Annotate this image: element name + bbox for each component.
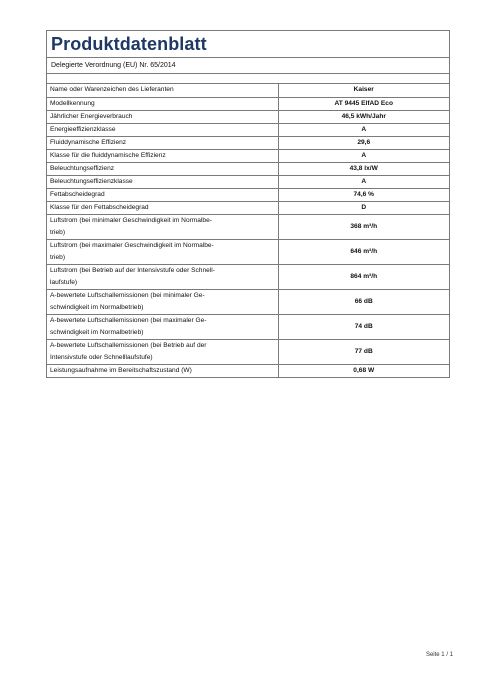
row-value: 29,6 [278, 136, 449, 149]
row-value: A [278, 149, 449, 162]
data-table-body [47, 84, 449, 377]
table-row [47, 364, 449, 377]
table-row [47, 136, 449, 149]
row-value: 646 m³/h [278, 239, 449, 264]
table-row [47, 264, 449, 289]
table-row [47, 214, 449, 239]
row-label: A-bewertete Luftschallemissionen (bei Betrieb auf der Intensivstufe oder Schnelllaufstufe) [47, 339, 278, 364]
regulation-reference: Delegierte Verordnung (EU) Nr. 65/2014 [47, 58, 449, 74]
row-label: Name oder Warenzeichen des Lieferanten [47, 84, 278, 97]
row-label: Modellkennung [47, 97, 278, 110]
page-number: Seite 1 / 1 [425, 652, 453, 658]
row-value: D [278, 201, 449, 214]
row-label: Luftstrom (bei maximaler Geschwindigkeit im Normalbe- trieb) [47, 239, 278, 264]
row-label: Leistungsaufnahme im Bereitschaftszustand (W) [47, 364, 278, 377]
row-label: Klasse für den Fettabscheidegrad [47, 201, 278, 214]
table-row [47, 175, 449, 188]
table-row [47, 110, 449, 123]
row-value: 368 m³/h [278, 214, 449, 239]
spacer-row [47, 74, 449, 84]
row-label: Jährlicher Energieverbrauch [47, 110, 278, 123]
row-value: Kaiser [353, 86, 374, 94]
table-row [47, 123, 449, 136]
table-row [47, 339, 449, 364]
row-value: A [278, 175, 449, 188]
row-label: Fettabscheidegrad [47, 188, 278, 201]
row-label: A-bewertete Luftschallemissionen (bei maximaler Ge- schwindigkeit im Normalbetrieb) [47, 314, 278, 339]
row-label: Energieeffizienzklasse [47, 123, 278, 136]
table-row [47, 97, 449, 110]
row-value: AT 9445 ElfAD Eco [278, 97, 449, 110]
row-label: Luftstrom (bei minimaler Geschwindigkeit im Normalbe- trieb) [47, 214, 278, 239]
row-label: A-bewertete Luftschallemissionen (bei minimaler Ge- schwindigkeit im Normalbetrieb) [47, 289, 278, 314]
row-label: Luftstrom (bei Betrieb auf der Intensivstufe oder Schnell- laufstufe) [47, 264, 278, 289]
product-data-sheet [46, 30, 450, 378]
row-value: 864 m³/h [278, 264, 449, 289]
row-label: Klasse für die fluiddynamische Effizienz [47, 149, 278, 162]
data-table [47, 84, 449, 377]
table-row [47, 239, 449, 264]
row-value: 74,6 % [278, 188, 449, 201]
table-row [47, 188, 449, 201]
table-row [47, 84, 449, 97]
table-row [47, 314, 449, 339]
table-row [47, 289, 449, 314]
row-value: 74 dB [278, 314, 449, 339]
row-value: 66 dB [278, 289, 449, 314]
table-row [47, 149, 449, 162]
row-value: 77 dB [278, 339, 449, 364]
row-label: Fluiddynamische Effizienz [47, 136, 278, 149]
table-row [47, 201, 449, 214]
row-value: 46,5 kWh/Jahr [278, 110, 449, 123]
row-value: 43,8 lx/W [278, 162, 449, 175]
row-label: Beleuchtungseffizienzklasse [47, 175, 278, 188]
row-value: 0,68 W [278, 364, 449, 377]
row-value: A [278, 123, 449, 136]
row-label: Beleuchtungseffizienz [47, 162, 278, 175]
table-row [47, 162, 449, 175]
document-title: Produktdatenblatt [51, 34, 207, 54]
title-cell [47, 31, 449, 58]
